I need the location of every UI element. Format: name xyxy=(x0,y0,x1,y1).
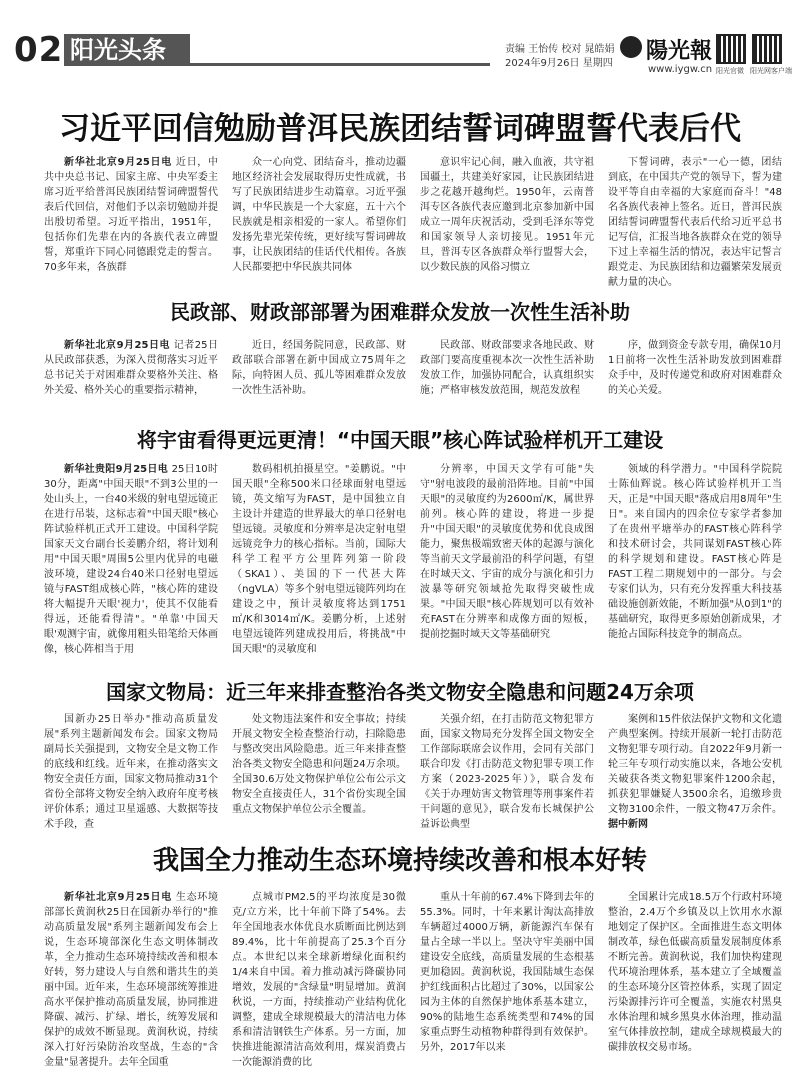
article-column: 领域的科学潜力。"中国科学院院士陈仙辉说。核心阵试验样机开工当天，正是"中国天眼"落成启用8周年"生日"。来自国内的四余位专家学者参加了在贵州平塘举办的FAST核心阵科学和技术研讨会，共同谋划FAST核心阵的科学规划和建设。FAST核心阵是FAST工程二期规划中的一部分。与会专家们认为，只有充分发挥重大科技基础设施创新效能，不断加强"从0到1"的基础研究，取得更多原始创新成果，才能抢占国际科技竞争的制高点。 xyxy=(608,464,782,640)
editors-credit: 责编 王怡传 校对 晁皓娟 xyxy=(505,44,615,55)
article-body xyxy=(44,155,782,288)
article-column: 意识牢记心间，融入血液，共守祖国疆土，共建美好家园，让民族团结进步之花越开越绚烂。1950年，云南普洱专区各族代表应邀到北京参加新中国成立一周年庆祝活动，受到毛泽东等党和国家领导人亲切接见。1951年元旦，普洱专区各族群众举行盟誓大会，以少数民族的风俗习惯立 xyxy=(420,157,594,273)
article-body xyxy=(44,890,782,1080)
issue-date: 2024年9月26日 星期四 xyxy=(505,58,613,69)
qr-label: 阳光网客户端 xyxy=(750,67,792,75)
logo-sun-icon xyxy=(620,36,642,58)
paper-name: 陽光報 xyxy=(646,38,713,64)
article-column: 点城市PM2.5的平均浓度是30微克/立方米，比十年前下降了54%。去年全国地表水体优良水质断面比例达到89.4%，比十年前提高了25.3个百分点。本世纪以来全球新增绿化面积约1/4来自中国。着力推动减污降碳协同增效，发展的"含绿量"明显增加。黄润秋说，一方面，持续推动产业结构优化调整，建成全球规模最大的清洁电力体系和清洁钢铁生产体系。另一方面，加快推进能源清洁高效利用，煤炭消费占一次能源消费的比 xyxy=(232,892,406,1068)
article-body xyxy=(44,462,782,660)
article-body xyxy=(44,712,782,830)
qr-code-icon xyxy=(716,34,746,64)
article-column: 案例和15件依法保护文物和文化遗产典型案例。持续开展新一轮打击防范文物犯罪专项行动。自2022年9月新一轮三年专项行动实施以来，各地公安机关破获各类文物犯罪案件1200余起，抓获犯罪嫌疑人3500余名，追缴珍贵文物3100余件，一般文物47万余件。 据中新网 xyxy=(608,714,782,830)
masthead xyxy=(0,0,800,82)
headline: 将宇宙看得更远更清！“中国天眼”核心阵试验样机开工建设 xyxy=(136,428,664,452)
article-column: 下誓词碑，表示"一心一德，团结到底，在中国共产党的领导下，誓为建设平等自由幸福的大家庭而奋斗！"48名各族代表神上签名。近日，普洱民族团结誓词碑盟誓代表后代给习近平总书记写信，汇报当地各族群众在党的领导下过上幸福生活的情况，表达牢记誓言跟党走、为民族团结和边疆繁荣发展贡献力量的决心。 xyxy=(608,157,782,288)
article-body xyxy=(44,338,782,404)
article-column: 处文物违法案件和安全事故；持续开展文物安全检查整治行动，扫除隐患与整改突出风险隐患。近三年来排查整治各类文物安全隐患和问题24万余项。全国30.6万处文物保护单位公布公示文物安全直接责任人，31个省份实现全国重点文物保护单位公示全覆盖。 xyxy=(232,714,406,815)
article-column: 众一心向党、团结奋斗，推动边疆地区经济社会发展取得历史性成就，书写了民族团结进步生动篇章。习近平强调，中华民族是一个大家庭，五十六个民族就是相亲相爱的一家人。希望你们发扬先辈光荣传统，更好续写誓词碑故事，让民族团结的佳话代代相传。各族人民都要把中华民族共同体 xyxy=(232,157,406,273)
article-column: 近日，经国务院同意，民政部、财政部联合部署在新中国成立75周年之际，向特困人员、孤儿等困难群众发放一次性生活补助。 xyxy=(232,340,406,396)
qr-code-icon xyxy=(752,34,782,64)
article-column: 序，做到资金专款专用，确保10月1日前将一次性生活补助发放到困难群众手中，及时传递党和政府对困难群众的关心关爱。 xyxy=(608,340,782,396)
article-column: 数码相机拍摄星空。"姜鹏说。"中国天眼"全称500米口径球面射电望远镜，英文缩写为FAST，是中国独立自主设计并建造的世界最大的单口径射电望远镜。灵敏度和分辨率是决定射电望远镜竞争力的核心指标。当前，国际大科学工程平方公里阵列第一阶段（SKA1）、美国的下一代甚大阵（ngVLA）等多个射电望远镜阵列均在建设之中，预计灵敏度将达到1751㎡/K和3014㎡/K。姜鹏分析，上述射电望远镜阵列建成投用后，将挑战"中国天眼"的灵敏度和 xyxy=(232,464,406,655)
article-source: 据中新网 xyxy=(608,819,648,830)
article-column: 新华社北京9月25日电 近日，中共中央总书记、国家主席、中央军委主席习近平给普洱民族团结誓词碑盟誓代表后代回信，对他们予以亲切勉励并提出殷切希望。习近平指出，1951年，包括你们先辈在内的各族代表立碑盟誓，郑重许下同心同德跟党走的誓言。70多年来，各族群 xyxy=(44,157,219,273)
qr-label: 阳光官微 xyxy=(716,67,744,75)
article-column: 国新办25日举办"推动高质量发展"系列主题新闻发布会。国家文物局副局长关强提到，文物安全是文物工作的底线和红线。近年来，在推动落实文物安全责任方面，国家文物局推动31个省份全部将文物安全纳入政府年度考核评价体系；通过卫星遥感、大数据等技术手段，查 xyxy=(44,714,218,830)
article-column: 全国累计完成18.5万个行政村环境整治，2.4万个乡镇及以上饮用水水源地划定了保护区。全面推进生态文明体制改革，绿色低碳高质量发展制度体系不断完善。黄润秋说，我们加快构建现代环境治理体系，基本建立了全域覆盖的生态环境分区管控体系，实现了固定污染源排污许可全覆盖，实施农村黑臭水体治理和城乡黑臭水体治理，推动温室气体排放控制，建成全球规模最大的碳排放权交易市场。 xyxy=(608,892,782,1053)
article-column: 民政部、财政部要求各地民政、财政部门要高度重视本次一次性生活补助发放工作，加强协同配合，认真组织实施；严格审核发放范围，规范发放程 xyxy=(420,340,594,396)
headline: 我国全力推动生态环境持续改善和根本好转 xyxy=(152,846,647,876)
website-link[interactable]: www.iygw.cn xyxy=(648,64,713,75)
article-column: 重从十年前的67.4%下降到去年的55.3%。同时，十年来累计淘汰高排放车辆超过4000万辆，新能源汽车保有量占全球一半以上。坚决守牢美丽中国建设安全底线，高质量发展的生态根基更加稳固。黄润秋说，我国陆域生态保护红线面积占比超过了30%，以国家公园为主体的自然保护地体系基本建立，90%的陆地生态系统类型和74%的国家重点野生动植物种群得到有效保护。另外，2017年以来 xyxy=(420,892,594,1053)
headline: 民政部、财政部部署为困难群众发放一次性生活补助 xyxy=(170,300,630,324)
article-column: 关强介绍，在打击防范文物犯罪方面，国家文物局充分发挥全国文物安全工作部际联席会议作用，会同有关部门联合印发《打击防范文物犯罪专项工作方案（2023-2025年）》，联合发布《关于办理妨害文物管理等刑事案件若干问题的意见》，联合发布长城保护公益诉讼典型 xyxy=(420,714,594,830)
paper-logo xyxy=(620,36,716,66)
dateline: 新华社北京9月25日电 xyxy=(64,157,172,168)
article-column: 新华社贵阳9月25日电 25日10时30分，距离"中国天眼"不到3公里的一处山头上，一台40米级的射电望远镜正在进行吊装，这标志着"中国天眼"核心阵试验样机正式开工建设。中国科学院国家天文台副台长姜鹏介绍，将计划利用"中国天眼"周围5公里内优异的电磁波环境，建设24台40米口径射电望远镜与FAST组成核心阵，"核心阵的建设将大幅提升天眼'视力'，使其不仅能看得远，还能看得清"。"单靠'中国天眼'观测宇宙，就像用粗头铅笔给天体画像，核心阵相当于用 xyxy=(44,464,218,655)
headline: 国家文物局：近三年来排查整治各类文物安全隐患和问题24万余项 xyxy=(106,680,694,704)
page-number: 02 xyxy=(14,30,64,70)
article-column: 分辨率，中国天文学有可能"失守"射电波段的最前沿阵地。目前"中国天眼"的灵敏度约为2600㎡/K，属世界前列。核心阵的建设，将进一步提升"中国天眼"的灵敏度优势和优良成图能力，聚焦极端致密天体的起源与演化等当前天文学最前沿的科学问题，有望在时域天文、宇宙的成分与演化和引力波暴等研究领域抢先取得突破性成果。"中国天眼"核心阵规划可以有效补充FAST在分辨率和成像方面的短板，提前挖掘时域天文等基础研究 xyxy=(420,464,594,640)
dateline: 新华社贵阳9月25日电 xyxy=(64,464,169,475)
section-rule xyxy=(190,63,490,66)
headline: 习近平回信勉励普洱民族团结誓词碑盟誓代表后代 xyxy=(59,111,741,147)
dateline: 新华社北京9月25日电 xyxy=(64,340,171,351)
article-column: 新华社北京9月25日电 记者25日从民政部获悉，为深入贯彻落实习近平总书记关于对困难群众要格外关注、格外关爱、格外关心的重要指示精神， xyxy=(44,340,219,396)
section-title: 阳光头条 xyxy=(64,34,190,66)
dateline: 新华社北京9月25日电 xyxy=(64,892,172,903)
article-column: 新华社北京9月25日电 生态环境部部长黄润秋25日在国新办举行的"推动高质量发展"系列主题新闻发布会上说，生态环境部深化生态文明体制改革，全力推动生态环境持续改善和根本好转，努力建设人与自然和谐共生的美丽中国。近年来，生态环境部统筹推进高水平保护推动高质量发展，协同推进降碳、减污、扩绿、增长，统筹发展和保护的成效不断显现。黄润秋说，持续深入打好污染防治攻坚战，生态的"含金量"显著提升。去年全国重 xyxy=(44,892,219,1068)
